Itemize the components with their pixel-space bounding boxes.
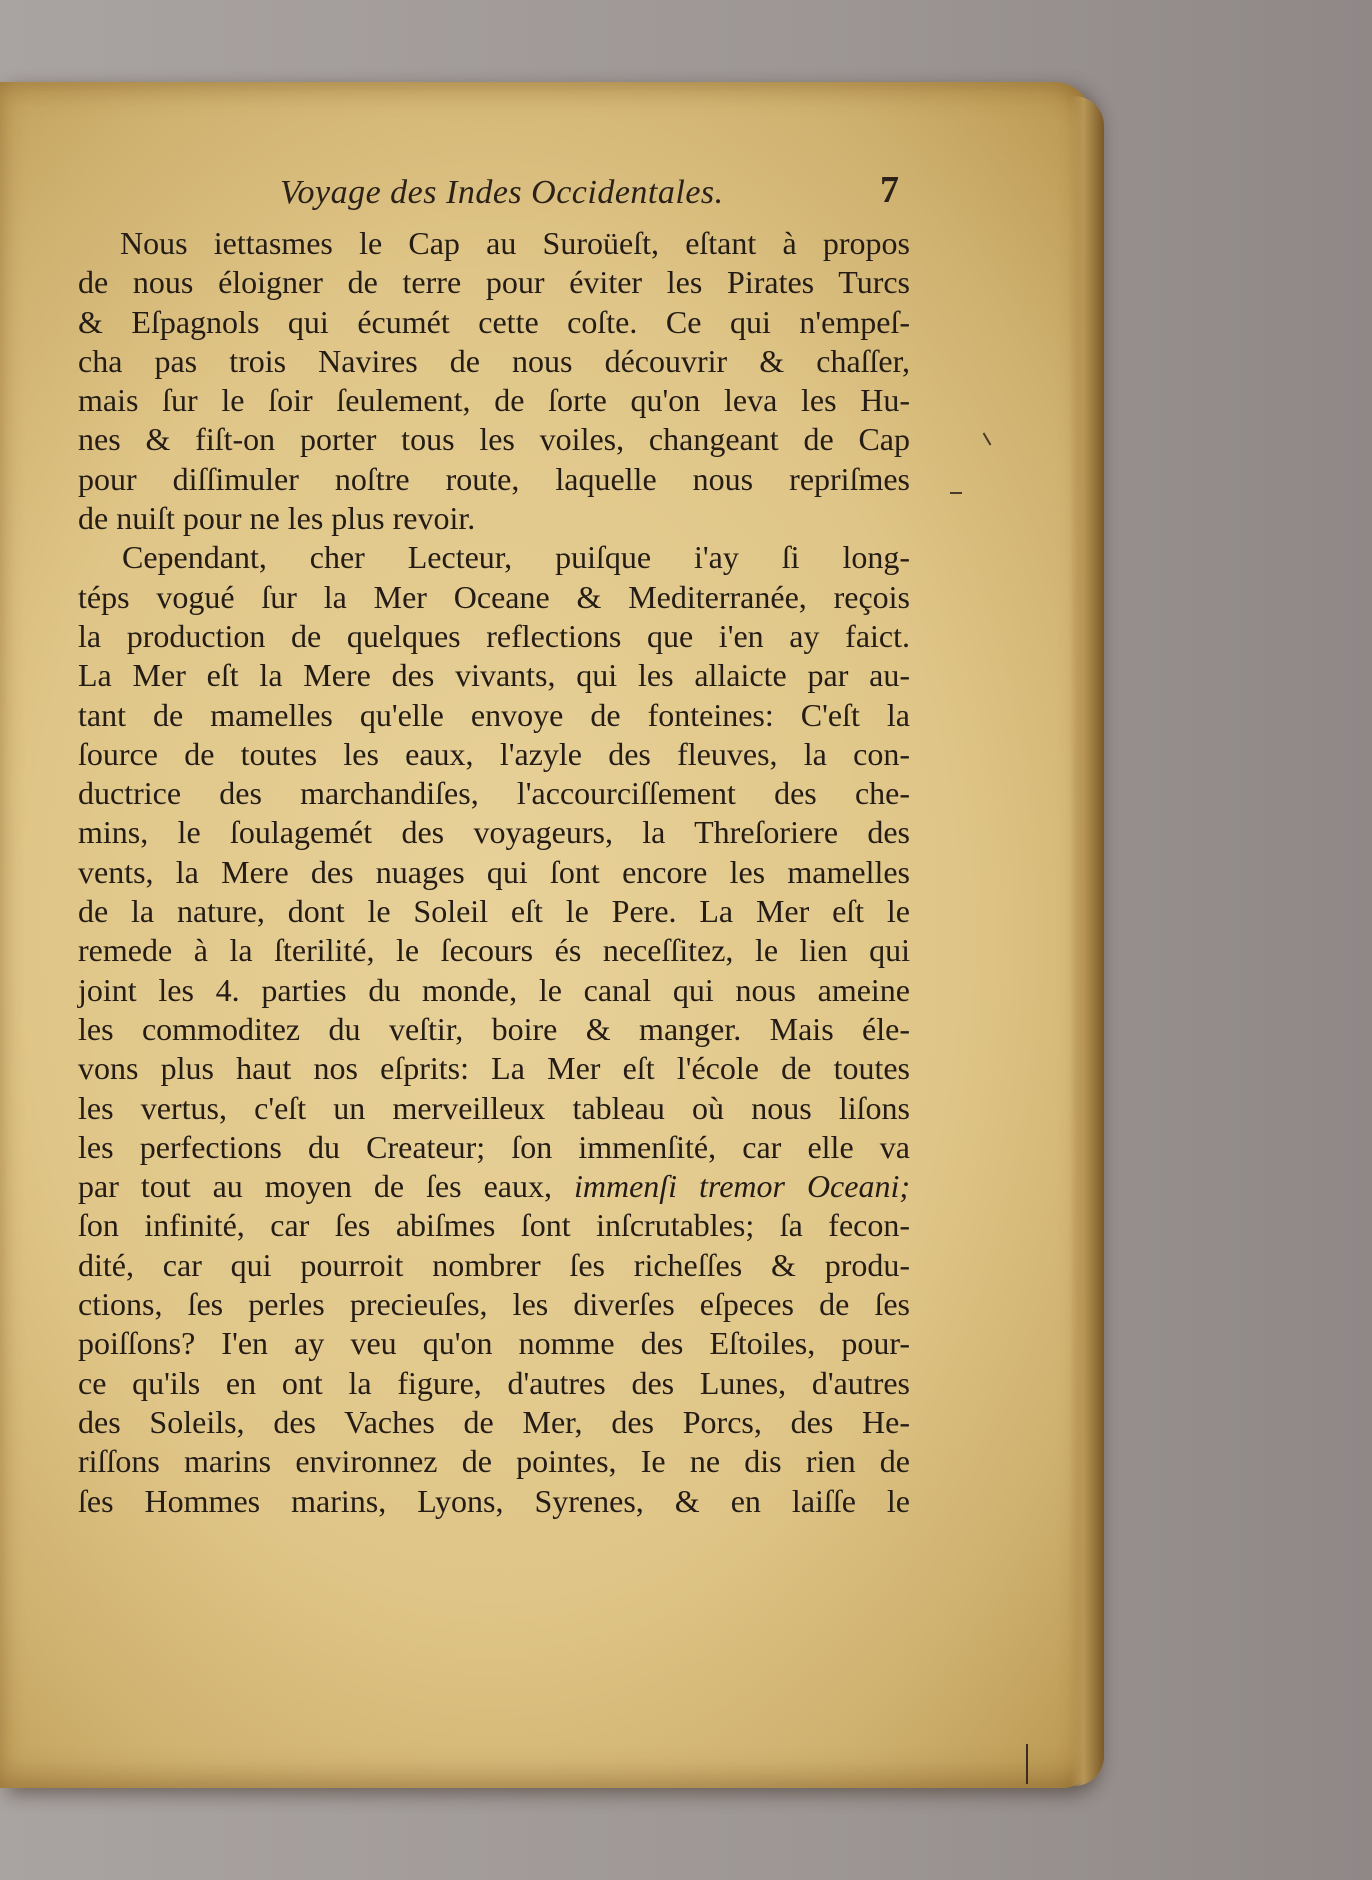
text-line: ſource de toutes les eaux, l'azyle des fleuves, la con- xyxy=(78,735,910,772)
text-line: vents, la Mere des nuages qui ſont encore les mamelles xyxy=(78,853,910,890)
text-line: La Mer eſt la Mere des vivants, qui les allaicte par au- xyxy=(78,657,910,694)
body-text xyxy=(78,224,910,1521)
text-line: ce qu'ils en ont la figure, d'autres des Lunes, d'autres xyxy=(78,1364,910,1401)
text-line-with-quote xyxy=(78,1167,910,1206)
text-line: les perfections du Createur; ſon immenſité, car elle va xyxy=(78,1128,910,1165)
text-line: ſes Hommes marins, Lyons, Syrenes, & en laiſſe le xyxy=(78,1482,910,1519)
text-line: ſon infinité, car ſes abiſmes ſont inſcrutables; ſa fecon- xyxy=(78,1207,910,1244)
text-line: joint les 4. parties du monde, le canal qui nous ameine xyxy=(78,971,910,1008)
text-span: par tout au moyen de ſes eaux, xyxy=(78,1168,552,1205)
running-title: Voyage des Indes Occidentales. xyxy=(280,174,724,211)
text-line: remede à la ſterilité, le ſecours és neceſſitez, le lien qui xyxy=(78,932,910,969)
page-number: 7 xyxy=(880,169,900,211)
text-line: nes & fiſt-on porter tous les voiles, changeant de Cap xyxy=(78,421,910,458)
text-line: ductrice des marchandiſes, l'accourciſſement des che- xyxy=(78,775,910,812)
text-line: de nuiſt pour ne les plus revoir. xyxy=(78,500,476,537)
text-line: les commoditez du veſtir, boire & manger. Mais éle- xyxy=(78,1010,910,1047)
text-line: la production de quelques reflections que i'en ay faict. xyxy=(78,617,910,654)
margin-mark xyxy=(950,492,962,494)
text-line: tant de mamelles qu'elle envoye de fonteines: C'eſt la xyxy=(78,696,910,733)
text-line: des Soleils, des Vaches de Mer, des Porcs, des He- xyxy=(78,1403,910,1440)
text-line: Cependant, cher Lecteur, puiſque i'ay ſi long- xyxy=(122,539,910,576)
page-header xyxy=(280,166,920,226)
text-line: dité, car qui pourroit nombrer ſes richeſſes & produ- xyxy=(78,1246,910,1283)
text-line: vons plus haut nos eſprits: La Mer eſt l'école de toutes xyxy=(78,1050,910,1087)
text-line: poiſſons? I'en ay veu qu'on nomme des Eſtoiles, pour- xyxy=(78,1325,910,1362)
text-line: ctions, ſes perles precieuſes, les diverſes eſpeces de ſes xyxy=(78,1286,910,1323)
text-line: pour diſſimuler noſtre route, laquelle nous repriſmes xyxy=(78,460,910,497)
text-line: riſſons marins environnez de pointes, Ie ne dis rien de xyxy=(78,1443,910,1480)
text-line: de la nature, dont le Soleil eſt le Pere. La Mer eſt le xyxy=(78,893,910,930)
margin-mark xyxy=(1026,1744,1028,1784)
text-line: mais ſur le ſoir ſeulement, de ſorte qu'on leva les Hu- xyxy=(78,382,910,419)
text-line: téps vogué ſur la Mer Oceane & Mediterranée, reçois xyxy=(78,578,910,615)
page-edge xyxy=(1070,96,1104,1786)
text-line: mins, le ſoulagemét des voyageurs, la Threſoriere des xyxy=(78,814,910,851)
text-line: cha pas trois Navires de nous découvrir & chaſſer, xyxy=(78,342,910,379)
text-line: & Eſpagnols qui écumét cette coſte. Ce qui n'empeſ- xyxy=(78,303,910,340)
text-line: les vertus, c'eſt un merveilleux tableau où nous liſons xyxy=(78,1089,910,1126)
text-line: de nous éloigner de terre pour éviter les Pirates Turcs xyxy=(78,264,910,301)
latin-quote: immenſi tremor Oceani; xyxy=(573,1168,911,1205)
text-line: Nous iettasmes le Cap au Suroüeſt, eſtant à propos xyxy=(120,225,910,261)
